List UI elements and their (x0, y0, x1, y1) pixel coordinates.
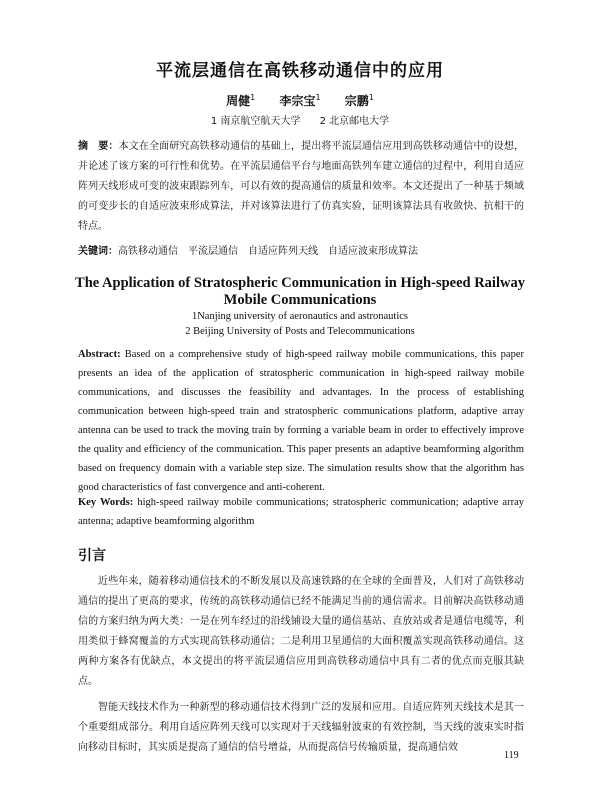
section-heading: 引言 (78, 548, 106, 564)
abstract-label: Abstract: (78, 349, 121, 360)
author-list (0, 92, 600, 109)
english-abstract (78, 345, 524, 497)
english-affiliation: 2 Beijing University of Posts and Telecommunications (185, 326, 415, 337)
body-paragraph: 近些年来，随着移动通信技术的不断发展以及高速铁路的在全球的全面普及，人们对了高铁移动通信的提出了更高的要求，传统的高铁移动通信已经不能满足当前的通信需求。目前解决高铁移动通信的方案归纳为两大类：一是在列车经过的沿线铺设大量的通信基站、直放站或者是通信电缆等，利用类似于蜂窝覆盖的方式实现高铁移动通信；二是利用卫星通信的大面积覆盖实现高铁移动通信。这两种方案各有优缺点，本文提出的将平流层通信应用到高铁移动通信中具有二者的优点而克服其缺点。 (78, 576, 524, 687)
keywords-label: 关键词： (78, 246, 118, 257)
abstract-text: Based on a comprehensive study of high-speed railway mobile communications, this paper presents an idea of the application of stratospheric communication in high-speed railway mobile communications, and discusses the feasibility and advantages. In the process of establishing communication between high-speed train and stratospheric communications platform, adaptive array antenna can be used to track the moving train by forming a variable beam in order to effectively improve the quality and efficiency of the communication. This paper presents an adaptive beamforming algorithm based on frequency domain with a variable step size. The simulation results show that the algorithm has good characteristics of fast convergence and anti-coherent. (78, 349, 524, 493)
abstract-label: 摘 要： (78, 141, 119, 152)
keywords-text: 高铁移动通信 平流层通信 自适应阵列天线 自适应波束形成算法 (118, 246, 418, 257)
chinese-abstract (78, 137, 524, 237)
author: 宗鹏$^1$ (344, 93, 374, 108)
english-affiliation: 1Nanjing university of aeronautics and astronautics (191, 311, 409, 322)
page-number: 119 (504, 750, 519, 761)
abstract-text: 本文在全面研究高铁移动通信的基础上，提出将平流层通信应用到高铁移动通信中的设想，并论述了该方案的可行性和优势。在平流层通信平台与地面高铁列车建立通信的过程中，利用自适应阵列天线形成可变的波束跟踪列车，可以有效的提高通信的质量和效率。本文还提出了一种基于频域的可变步长的自适应波束形成算法，并对该算法进行了仿真实验，证明该算法具有收敛快、抗相干的特点。 (78, 141, 525, 232)
keywords-text: high-speed railway mobile communications; stratospheric communication; adaptive array antenna; adaptive beamforming algorithm (78, 497, 524, 527)
english-title: The Application of Stratospheric Communication in High-speed Railway Mobile Communications (75, 275, 525, 308)
chinese-affiliations (0, 112, 600, 127)
body-paragraph: 智能天线技术作为一种新型的移动通信技术得到广泛的发展和应用。自适应阵列天线技术是其一个重要组成部分。利用自适应阵列天线可以实现对于天线辐射波束的有效控制，当天线的波束实时指向移动目标时，其实质是提高了通信的信号增益，从而提高信号传输质量，提高通信效 (78, 702, 524, 753)
author: 李宗宝$^1$ (279, 93, 321, 108)
affiliation: 1 南京航空航天大学 (210, 116, 301, 127)
chinese-title: 平流层通信在高铁移动通信中的应用 (156, 61, 444, 81)
chinese-keywords (78, 242, 524, 257)
keywords-label: Key Words: (78, 497, 134, 508)
english-keywords (78, 493, 524, 531)
affiliation: 2 北京邮电大学 (319, 116, 390, 127)
author: 周健$^1$ (226, 93, 256, 108)
